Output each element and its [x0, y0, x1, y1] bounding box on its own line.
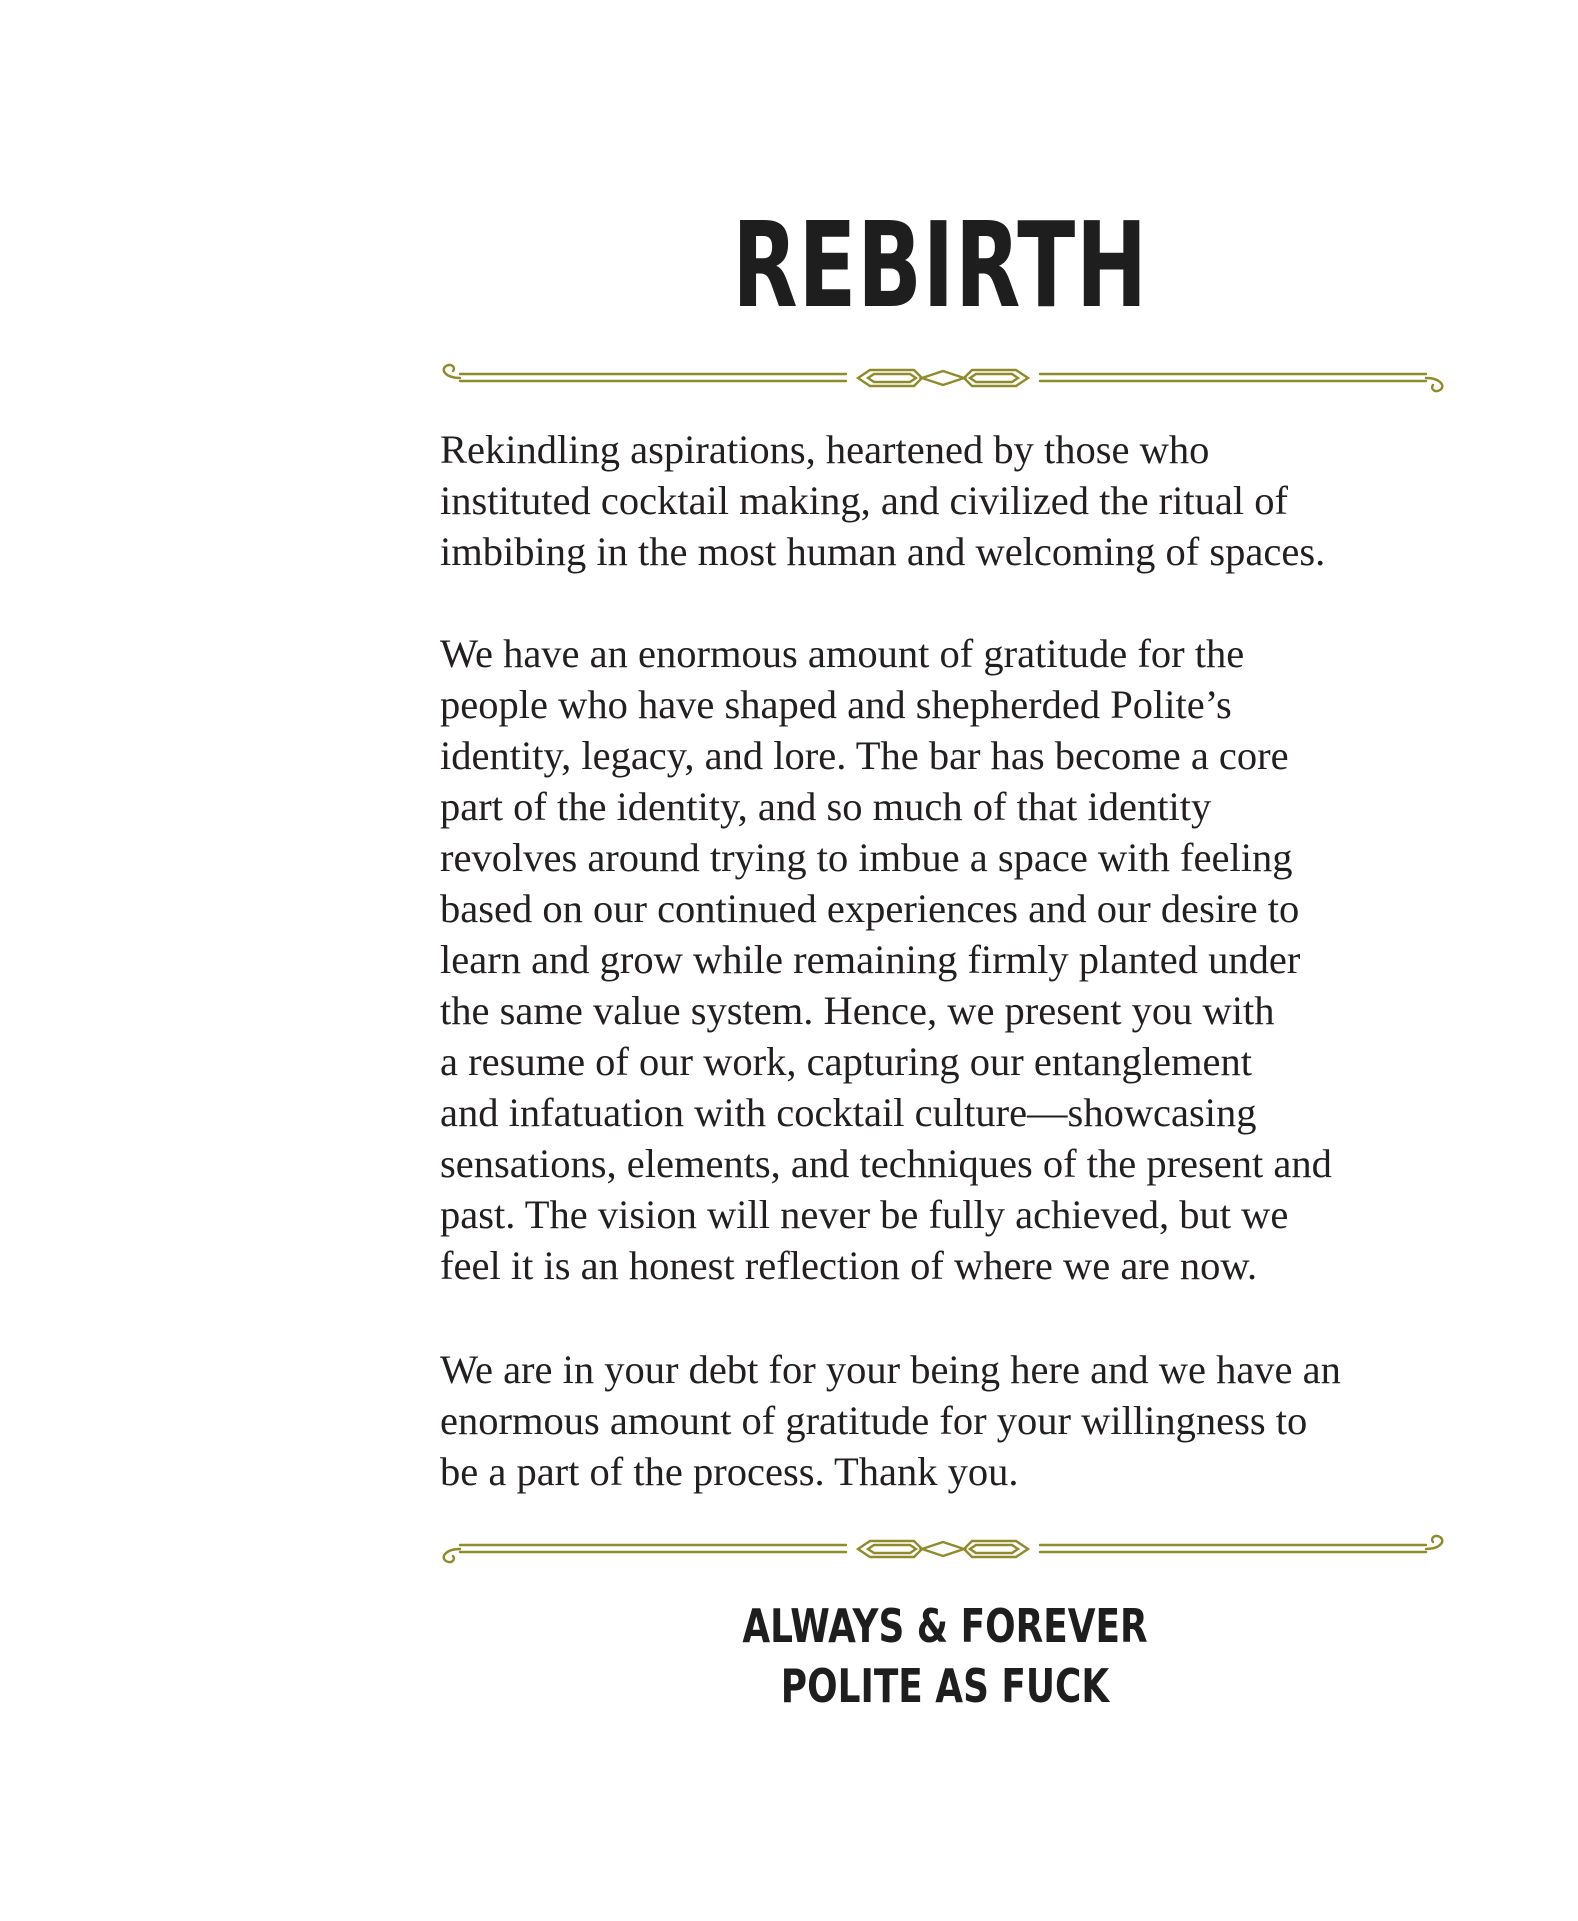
text-line: We have an enormous amount of gratitude for the	[440, 631, 1245, 676]
text-line: sensations, elements, and techniques of the present and	[440, 1141, 1332, 1186]
signoff-line-2: POLITE AS FUCK	[780, 1659, 1110, 1713]
text-line: instituted cocktail making, and civilized the ritual of	[440, 478, 1289, 523]
text-line: revolves around trying to imbue a space with feeling	[440, 835, 1293, 880]
page-title: REBIRTH	[732, 196, 1148, 334]
text-line: feel it is an honest reflection of where we are now.	[440, 1243, 1258, 1288]
paragraph-gratitude	[440, 628, 1460, 1291]
signoff-line-1: ALWAYS & FOREVER	[742, 1599, 1148, 1653]
ornamental-divider-icon	[438, 1532, 1448, 1566]
text-line: imbibing in the most human and welcoming of spaces.	[440, 529, 1326, 574]
text-line: a resume of our work, capturing our entanglement	[440, 1039, 1252, 1084]
text-line: learn and grow while remaining firmly planted under	[440, 937, 1301, 982]
text-line: people who have shaped and shepherded Polite’s	[440, 682, 1232, 727]
text-line: based on our continued experiences and our desire to	[440, 886, 1300, 931]
text-line: part of the identity, and so much of that identity	[440, 784, 1212, 829]
text-line: past. The vision will never be fully achieved, but we	[440, 1192, 1289, 1237]
ornamental-divider-top-svg	[438, 361, 1448, 395]
ornamental-divider-icon	[438, 361, 1448, 395]
ornamental-divider-bottom-svg	[438, 1532, 1448, 1566]
text-line: We are in your debt for your being here and we have an	[440, 1347, 1341, 1392]
paragraph-intro	[440, 424, 1460, 577]
paragraph-thanks	[440, 1344, 1460, 1497]
text-line: identity, legacy, and lore. The bar has become a core	[440, 733, 1289, 778]
text-line: enormous amount of gratitude for your willingness to	[440, 1398, 1308, 1443]
text-line: be a part of the process. Thank you.	[440, 1449, 1019, 1494]
text-line: Rekindling aspirations, heartened by those who	[440, 427, 1210, 472]
text-line: the same value system. Hence, we present you with	[440, 988, 1275, 1033]
text-line: and infatuation with cocktail culture—showcasing	[440, 1090, 1257, 1135]
